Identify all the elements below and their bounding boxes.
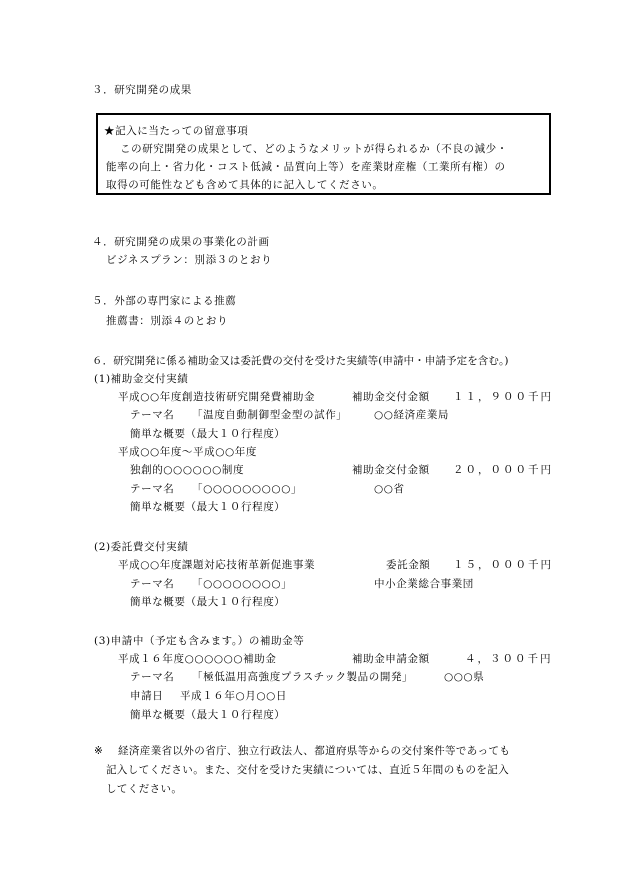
sub3-e1-summary: 簡単な概要（最大１０行程度） — [130, 709, 286, 721]
sub2-e1-amount: １５，０００千円 — [453, 559, 553, 571]
footnote-line-2: 記入してください。また、交付を受けた実績については、直近５年間のものを記入 — [106, 764, 510, 776]
sub1-e2-period: 平成○○年度～平成○○年度 — [118, 446, 257, 458]
sub1-e2-theme-label: テーマ名 — [130, 483, 175, 495]
sub1-e1-agency: ○○経済産業局 — [374, 409, 450, 421]
section-4-heading: ４．研究開発の成果の事業化の計画 — [92, 236, 270, 248]
section-5-heading: ５．外部の専門家による推薦 — [92, 295, 237, 307]
sub1-e1-amount-label: 補助金交付金額 — [352, 391, 430, 403]
sub3-e1-date-label: 申請日 — [130, 690, 164, 702]
sub1-e2-summary: 簡単な概要（最大１０行程度） — [130, 501, 286, 513]
sub3-e1-theme: 「極低温用高強度プラスチック製品の開発」 — [192, 671, 414, 683]
footnote-mark: ※ — [94, 745, 104, 757]
sub2-e1-summary: 簡単な概要（最大１０行程度） — [130, 596, 286, 608]
sub1-e2-amount-label: 補助金交付金額 — [352, 464, 430, 476]
note-title: ★記入に当たっての留意事項 — [104, 125, 249, 137]
sub2-e1-agency: 中小企業総合事業団 — [374, 578, 474, 590]
sub3-e1-amount: ４，３００千円 — [465, 653, 553, 665]
footnote-line-1: 経済産業省以外の省庁、独立行政法人、都道府県等からの交付案件等であっても — [118, 745, 511, 757]
sub2-e1-theme-label: テーマ名 — [130, 578, 175, 590]
sub1-e1-theme-label: テーマ名 — [130, 409, 175, 421]
section-3-heading: ３．研究開発の成果 — [92, 84, 192, 96]
sub2-e1-amount-label: 委託金額 — [386, 559, 431, 571]
sub3-e1-date: 平成１６年○月○○日 — [180, 690, 287, 702]
sub2-heading: (2)委託費交付実績 — [94, 541, 189, 553]
sub1-e1-summary: 簡単な概要（最大１０行程度） — [130, 428, 286, 440]
section-5-content: 推薦書：別添４のとおり — [106, 315, 229, 327]
note-line-2: 能率の向上・省力化・コスト低減・品質向上等）を産業財産権（工業所有権）の — [106, 161, 506, 173]
sub3-e1-theme-label: テーマ名 — [130, 671, 175, 683]
section-6-heading: ６．研究開発に係る補助金又は委託費の交付を受けた実績等(申請中・申請予定を含む。) — [92, 355, 509, 367]
sub3-e1-agency: ○○○県 — [444, 671, 485, 683]
note-line-3: 取得の可能性なども含めて具体的に記入してください。 — [106, 179, 384, 191]
sub2-e1-name: 平成○○年度課題対応技術革新促進事業 — [118, 559, 316, 571]
footnote-line-3: してください。 — [106, 783, 183, 795]
sub1-e1-amount: １１，９００千円 — [453, 391, 553, 403]
sub1-heading: (1)補助金交付実績 — [94, 373, 189, 385]
sub1-e2-theme: 「○○○○○○○○○」 — [192, 483, 303, 495]
sub3-e1-amount-label: 補助金申請金額 — [352, 653, 430, 665]
sub3-heading: (3)申請中（予定も含みます。）の補助金等 — [94, 635, 305, 647]
sub1-e1-theme: 「温度自動制御型金型の試作」 — [192, 409, 348, 421]
sub1-e2-name: 独創的○○○○○○制度 — [130, 464, 245, 476]
sub2-e1-theme: 「○○○○○○○○」 — [192, 578, 293, 590]
sub1-e2-amount: ２０，０００千円 — [453, 464, 553, 476]
section-4-content: ビジネスプラン：別添３のとおり — [106, 254, 273, 266]
sub1-e2-agency: ○○省 — [374, 483, 405, 495]
sub3-e1-name: 平成１６年度○○○○○○補助金 — [118, 653, 277, 665]
note-line-1: この研究開発の成果として、どのようなメリットが得られるか（不良の減少・ — [120, 143, 508, 155]
sub1-e1-name: 平成○○年度創造技術研究開発費補助金 — [118, 391, 316, 403]
